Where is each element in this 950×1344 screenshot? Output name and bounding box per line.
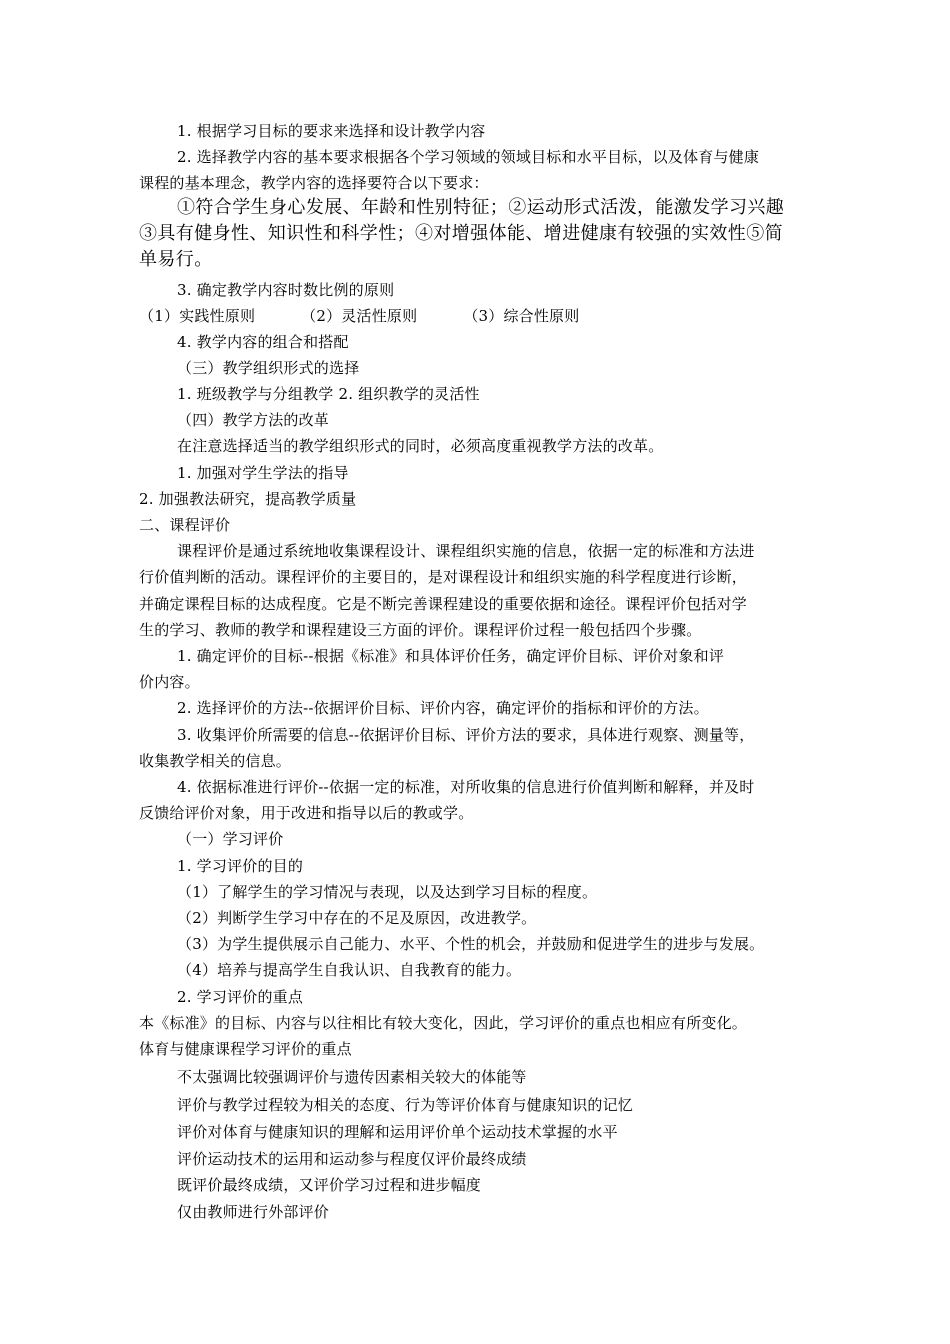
text-line: ③具有健身性、知识性和科学性；④对增强体能、增进健康有较强的实效性⑤简 [139, 223, 783, 244]
text-line: 课程的基本理念，教学内容的选择要符合以下要求： [139, 174, 489, 192]
text-line: 1. 学习评价的目的 [177, 857, 304, 875]
text-line: 并确定课程目标的达成程度。它是不断完善课程建设的重要依据和途径。课程评价包括对学 [139, 595, 748, 613]
text-line: 2. 选择教学内容的基本要求根据各个学习领域的领域目标和水平目标，以及体育与健康 [177, 148, 760, 166]
text-line: 课程评价是通过系统地收集课程设计、课程组织实施的信息，依据一定的标准和方法进 [177, 542, 755, 560]
text-line: 1. 加强对学生学法的指导 [177, 464, 349, 482]
section-heading: 二、课程评价 [139, 516, 231, 534]
text-line: 4. 依据标准进行评价--依据一定的标准，对所收集的信息进行价值判断和解释，并及时 [177, 778, 755, 796]
text-line: 单易行。 [139, 249, 213, 270]
text-line: 评价对体育与健康知识的理解和运用评价单个运动技术掌握的水平 [177, 1123, 618, 1141]
text-line: 不太强调比较强调评价与遗传因素相关较大的体能等 [177, 1068, 527, 1086]
text-line: 仅由教师进行外部评价 [177, 1203, 330, 1221]
text-line: 评价运动技术的运用和运动参与程度仅评价最终成绩 [177, 1150, 527, 1168]
text-line: 1. 根据学习目标的要求来选择和设计教学内容 [177, 122, 486, 140]
text-line: 既评价最终成绩，又评价学习过程和进步幅度 [177, 1176, 482, 1194]
text-line: 评价与教学过程较为相关的态度、行为等评价体育与健康知识的记忆 [177, 1096, 634, 1114]
text-line: 1. 确定评价的目标--根据《标准》和具体评价任务，确定评价目标、评价对象和评 [177, 647, 725, 665]
text-line: （2）判断学生学习中存在的不足及原因，改进教学。 [177, 909, 537, 927]
text-line: 1. 班级教学与分组教学 2. 组织教学的灵活性 [177, 385, 480, 403]
section-heading: （四）教学方法的改革 [177, 411, 330, 429]
text-line: 4. 教学内容的组合和搭配 [177, 333, 349, 351]
text-line: 在注意选择适当的教学组织形式的同时，必须高度重视教学方法的改革。 [177, 437, 664, 455]
text-line: 行价值判断的活动。课程评价的主要目的，是对课程设计和组织实施的科学程度进行诊断， [139, 568, 748, 586]
principle-item: （1）实践性原则 [139, 307, 256, 325]
principle-item: （2）灵活性原则 [301, 307, 418, 325]
text-line: 2. 选择评价的方法--依据评价目标、评价内容，确定评价的指标和评价的方法。 [177, 699, 709, 717]
section-heading: （三）教学组织形式的选择 [177, 359, 360, 377]
text-line: 价内容。 [139, 673, 200, 691]
text-line: 2. 加强教法研究，提高教学质量 [139, 490, 357, 508]
text-line: （1）了解学生的学习情况与表现，以及达到学习目标的程度。 [177, 883, 598, 901]
text-line: 反馈给评价对象，用于改进和指导以后的教或学。 [139, 804, 474, 822]
text-line: （3）为学生提供展示自己能力、水平、个性的机会，并鼓励和促进学生的进步与发展。 [177, 935, 765, 953]
text-line: 2. 学习评价的重点 [177, 988, 304, 1006]
text-line: 生的学习、教师的教学和课程建设三方面的评价。课程评价过程一般包括四个步骤。 [139, 621, 702, 639]
section-heading: （一）学习评价 [177, 830, 284, 848]
text-line: 3. 确定教学内容时数比例的原则 [177, 281, 395, 299]
text-line: 收集教学相关的信息。 [139, 752, 292, 770]
text-line: （4）培养与提高学生自我认识、自我教育的能力。 [177, 961, 522, 979]
principle-item: （3）综合性原则 [463, 307, 580, 325]
principles-line [139, 306, 579, 326]
text-line: 本《标准》的目标、内容与以往相比有较大变化，因此，学习评价的重点也相应有所变化。 [139, 1014, 748, 1032]
text-line: ①符合学生身心发展、年龄和性别特征；②运动形式活泼，能激发学习兴趣 [177, 197, 785, 218]
text-line: 3. 收集评价所需要的信息--依据评价目标、评价方法的要求，具体进行观察、测量等， [177, 726, 755, 744]
text-line: 体育与健康课程学习评价的重点 [139, 1040, 352, 1058]
